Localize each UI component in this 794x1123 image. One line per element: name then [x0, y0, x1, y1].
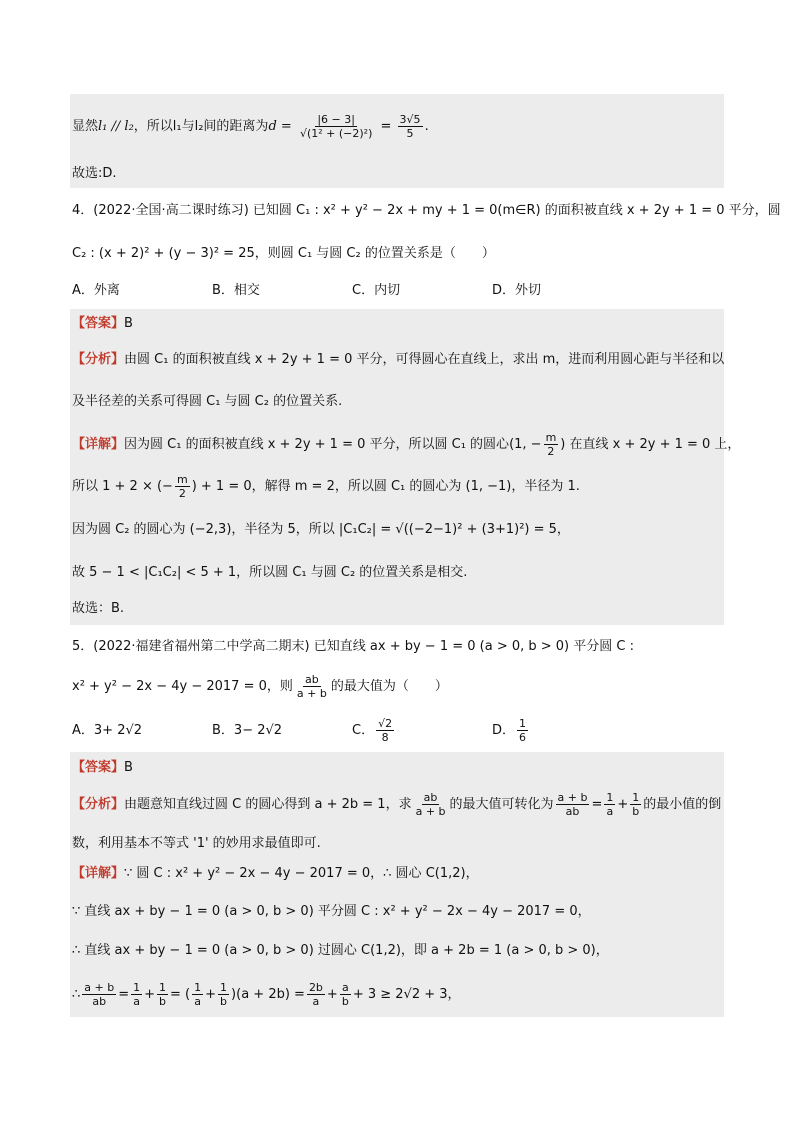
q3-distance-line: 显然l₁ // l₂，所以l₁与l₂间的距离为d = $\frac{|6 - 3|}{\text{√(1² + (−2)²)}}$ = $\frac{3√5}{5}$ .	[72, 113, 429, 140]
q4-analysis-line2: 及半径差的关系可得圆 C₁ 与圆 C₂ 的位置关系.	[72, 394, 343, 409]
q5-option-d: D． $\frac{1}{6}$	[492, 717, 527, 744]
q4-detail-line3: 因为圆 C₂ 的圆心为 (−2,3)，半径为 5，所以 |C₁C₂| = √((−2−1)² + (3+1)²) = 5，	[72, 522, 570, 537]
q4-analysis-line1: 【分析】由圆 C₁ 的面积被直线 x + 2y + 1 = 0 平分，可得圆心在直线上，求出 m，进而利用圆心距与半径和以	[72, 352, 725, 367]
q4-choose: 故选：B.	[72, 601, 125, 616]
distance-result-fraction: $\frac{3√5}{5}$	[399, 113, 421, 140]
q5-stem-line1: 5．(2022·福建省福州第二中学高二期末) 已知直线 ax + by − 1 = 0 (a > 0, b > 0) 平分圆 C :	[72, 639, 634, 654]
q4-option-b: B．相交	[212, 283, 260, 298]
q5-detail-line3: ∴ 直线 ax + by − 1 = 0 (a > 0, b > 0) 过圆心 C(1,2)，即 a + 2b = 1 (a > 0, b > 0)，	[72, 943, 609, 958]
q4-option-c: C．内切	[352, 283, 401, 298]
q5-options	[72, 716, 722, 746]
q5-fraction: $\frac{ab}{a + b}$	[296, 673, 327, 700]
q3-choose: 故选:D.	[72, 166, 117, 181]
q4-option-d: D．外切	[492, 283, 542, 298]
distance-fraction: $\frac{|6 - 3|}{\text{√(1² + (−2)²)}}$	[299, 113, 373, 140]
q4-answer: 【答案】B	[72, 316, 133, 331]
q5-detail-line1: 【详解】∵ 圆 C : x² + y² − 2x − 4y − 2017 = 0，∴ 圆心 C(1,2)，	[72, 866, 479, 881]
q4-option-a: A．外离	[72, 283, 120, 298]
q5-answer: 【答案】B	[72, 760, 133, 775]
q5-detail-line2: ∵ 直线 ax + by − 1 = 0 (a > 0, b > 0) 平分圆 C : x² + y² − 2x − 4y − 2017 = 0，	[72, 904, 591, 919]
q4-detail-line2: 所以 1 + 2 × (− $\frac{m}{2}$ ) + 1 = 0，解得 m = 2，所以圆 C₁ 的圆心为 (1, −1)，半径为 1.	[72, 473, 580, 500]
q4-detail-line1: 【详解】因为圆 C₁ 的面积被直线 x + 2y + 1 = 0 平分，所以圆 C₁ 的圆心(1, − $\frac{m}{2}$ ) 在直线 x + 2y + 1 = 0 上，	[72, 431, 741, 458]
q5-option-a: A．3+ 2√2	[72, 723, 143, 738]
q4-stem-line1: 4．(2022·全国·高二课时练习) 已知圆 C₁ : x² + y² − 2x + my + 1 = 0(m∈R) 的面积被直线 x + 2y + 1 = 0 平分，圆	[72, 203, 781, 218]
q5-option-b: B．3− 2√2	[212, 723, 283, 738]
q5-analysis-line2: 数，利用基本不等式 '1' 的妙用求最值即可.	[72, 836, 321, 851]
q4-stem-line2: C₂ : (x + 2)² + (y − 3)² = 25，则圆 C₁ 与圆 C₂ 的位置关系是（ ）	[72, 246, 495, 261]
q5-option-c: C． $\frac{√2}{8}$	[352, 717, 393, 744]
q4-detail-line4: 故 5 − 1 < |C₁C₂| < 5 + 1，所以圆 C₁ 与圆 C₂ 的位置关系是相交.	[72, 565, 468, 580]
q5-analysis-line1: 【分析】由题意知直线过圆 C 的圆心得到 a + 2b = 1，求 $\frac{ab}{a + b}$ 的最大值可转化为 $\frac{a + b}{ab}$ = $\frac{1}{a}$ + $\frac{1}{b}$ 的最小值的倒	[72, 791, 722, 818]
q4-options	[72, 281, 722, 301]
q5-stem-line2: x² + y² − 2x − 4y − 2017 = 0，则 $\frac{ab}{a + b}$ 的最大值为（ ）	[72, 673, 448, 700]
q5-detail-line4: ∴ $\frac{a + b}{ab}$ = $\frac{1}{a}$ + $\frac{1}{b}$ = ( $\frac{1}{a}$ + $\frac{1}{b}$ )(a + 2b) = $\frac{2b}{a}$ + $\frac{a}{b}$ + 3 ≥ 2√2 + 3，	[72, 981, 461, 1008]
